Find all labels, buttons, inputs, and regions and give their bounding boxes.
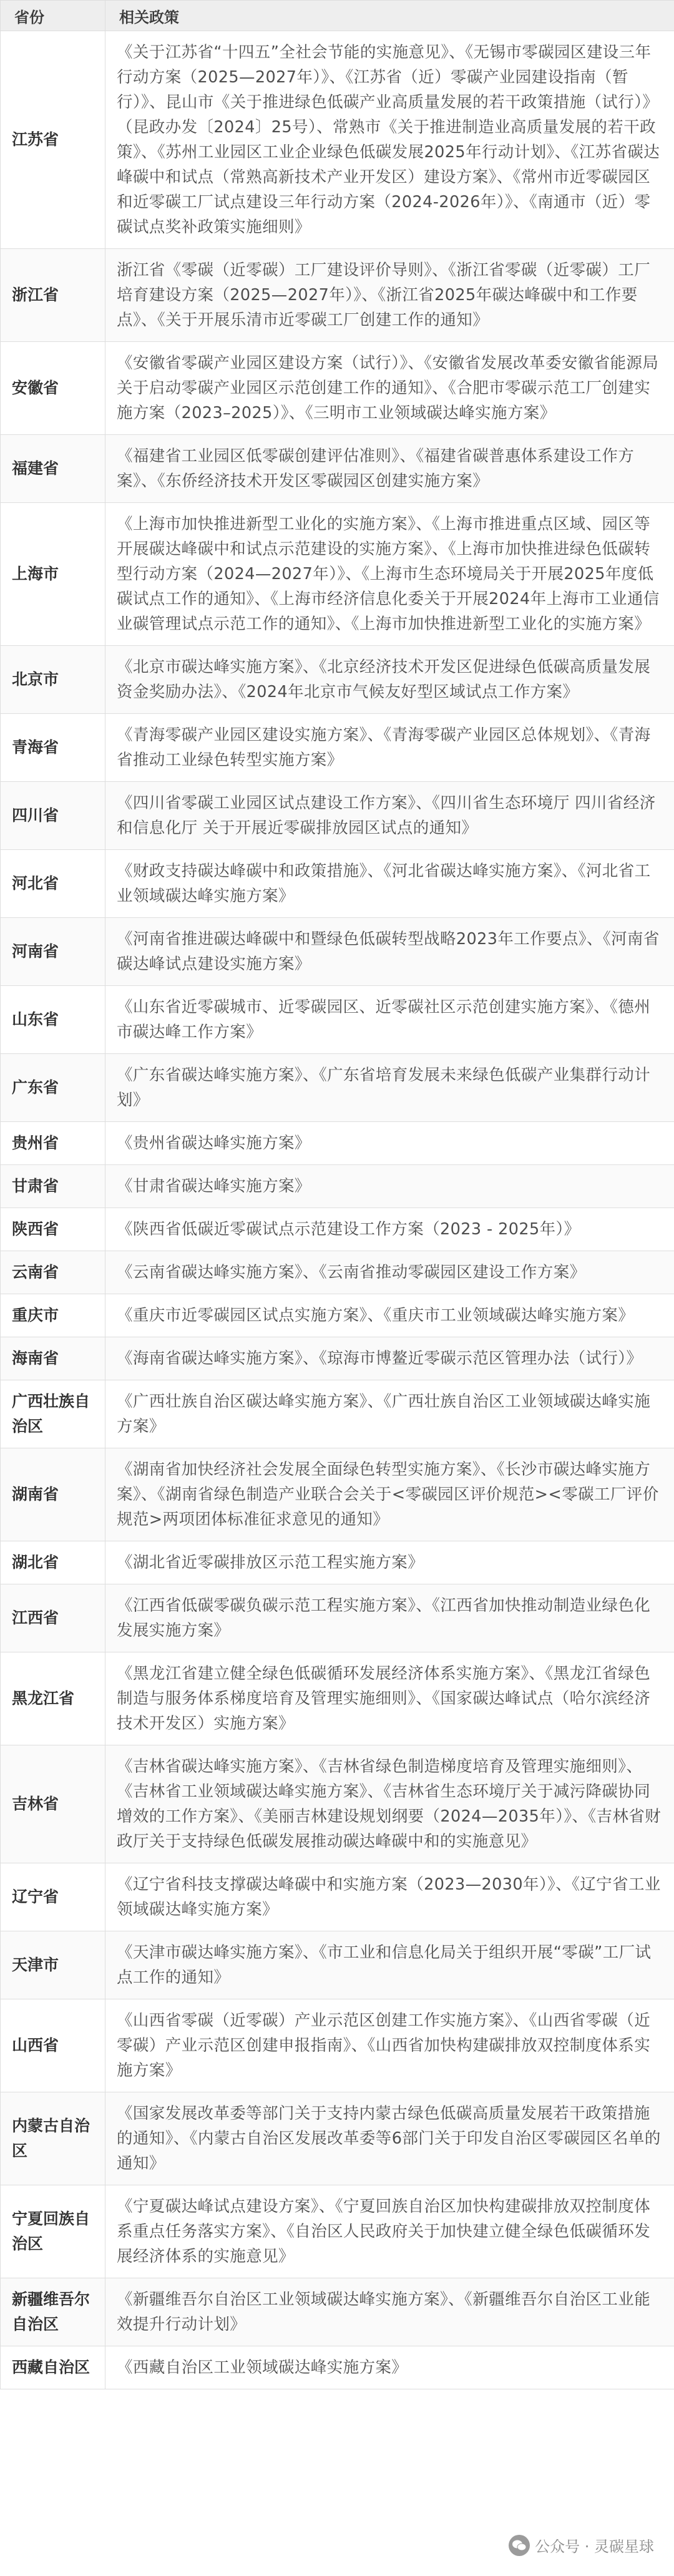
province-cell: 江苏省 bbox=[1, 31, 105, 249]
policies-cell: 《海南省碳达峰实施方案》、《琼海市博鳌近零碳示范区管理办法（试行）》 bbox=[105, 1337, 674, 1380]
table-row bbox=[1, 503, 674, 646]
policies-cell: 《天津市碳达峰实施方案》、《市工业和信息化局关于组织开展“零碳”工厂试点工作的通知》 bbox=[105, 1931, 674, 1999]
table-row bbox=[1, 31, 674, 249]
province-cell: 北京市 bbox=[1, 646, 105, 714]
policies-cell: 《黑龙江省建立健全绿色低碳循环发展经济体系实施方案》、《黑龙江省绿色制造与服务体系梯度培育及管理实施细则》、《国家碳达峰试点（哈尔滨经济技术开发区）实施方案》 bbox=[105, 1652, 674, 1745]
policies-cell: 《湖北省近零碳排放区示范工程实施方案》 bbox=[105, 1541, 674, 1584]
table-row bbox=[1, 1165, 674, 1208]
table-row bbox=[1, 1652, 674, 1745]
province-cell: 四川省 bbox=[1, 782, 105, 850]
table-row bbox=[1, 342, 674, 435]
policies-cell: 《财政支持碳达峰碳中和政策措施》、《河北省碳达峰实施方案》、《河北省工业领域碳达峰实施方案》 bbox=[105, 850, 674, 918]
province-cell: 甘肃省 bbox=[1, 1165, 105, 1208]
province-cell: 福建省 bbox=[1, 435, 105, 503]
table-row bbox=[1, 435, 674, 503]
table-row bbox=[1, 1251, 674, 1294]
table-row bbox=[1, 1380, 674, 1448]
province-cell: 湖南省 bbox=[1, 1448, 105, 1541]
province-cell: 广西壮族自治区 bbox=[1, 1380, 105, 1448]
table-row bbox=[1, 782, 674, 850]
table-row bbox=[1, 1122, 674, 1165]
province-cell: 安徽省 bbox=[1, 342, 105, 435]
policies-cell: 《上海市加快推进新型工业化的实施方案》、《上海市推进重点区域、园区等开展碳达峰碳中和试点示范建设的实施方案》、《上海市加快推进绿色低碳转型行动方案（2024—2027年）》、《上海市生态环境局关于开展2025年度低碳试点工作的通知》、《上海市经济信息化委关于开展2024年上海市工业通信业碳管理试点示范工作的通知》、《上海市加快推进新型工业化的实施方案》 bbox=[105, 503, 674, 646]
province-cell: 云南省 bbox=[1, 1251, 105, 1294]
province-cell: 河北省 bbox=[1, 850, 105, 918]
policies-cell: 《国家发展改革委等部门关于支持内蒙古绿色低碳高质量发展若干政策措施的通知》、《内蒙古自治区发展改革委等6部门关于印发自治区零碳园区名单的通知》 bbox=[105, 2092, 674, 2185]
policies-cell: 《福建省工业园区低零碳创建评估准则》、《福建省碳普惠体系建设工作方案》、《东侨经济技术开发区零碳园区创建实施方案》 bbox=[105, 435, 674, 503]
table-row bbox=[1, 646, 674, 714]
policies-cell: 《云南省碳达峰实施方案》、《云南省推动零碳园区建设工作方案》 bbox=[105, 1251, 674, 1294]
table-row bbox=[1, 1931, 674, 1999]
province-cell: 广东省 bbox=[1, 1054, 105, 1122]
policies-cell: 《广东省碳达峰实施方案》、《广东省培育发展未来绿色低碳产业集群行动计划》 bbox=[105, 1054, 674, 1122]
table-row bbox=[1, 918, 674, 986]
policies-cell: 《陕西省低碳近零碳试点示范建设工作方案（2023 - 2025年）》 bbox=[105, 1208, 674, 1251]
table-row bbox=[1, 986, 674, 1054]
policies-cell: 《重庆市近零碳园区试点实施方案》、《重庆市工业领域碳达峰实施方案》 bbox=[105, 1294, 674, 1337]
policies-cell: 《山西省零碳（近零碳）产业示范区创建工作实施方案》、《山西省零碳（近零碳）产业示范区创建申报指南》、《山西省加快构建碳排放双控制度体系实施方案》 bbox=[105, 1999, 674, 2092]
table-row bbox=[1, 1745, 674, 1863]
policies-cell: 《西藏自治区工业领域碳达峰实施方案》 bbox=[105, 2346, 674, 2389]
province-cell: 西藏自治区 bbox=[1, 2346, 105, 2389]
header-province: 省份 bbox=[1, 1, 105, 31]
province-cell: 海南省 bbox=[1, 1337, 105, 1380]
table-row bbox=[1, 1208, 674, 1251]
province-cell: 陕西省 bbox=[1, 1208, 105, 1251]
table-row bbox=[1, 1541, 674, 1584]
policies-cell: 《甘肃省碳达峰实施方案》 bbox=[105, 1165, 674, 1208]
province-cell: 吉林省 bbox=[1, 1745, 105, 1863]
province-cell: 辽宁省 bbox=[1, 1863, 105, 1931]
policies-cell: 《安徽省零碳产业园区建设方案（试行）》、《安徽省发展改革委安徽省能源局关于启动零碳产业园区示范创建工作的通知》、《合肥市零碳示范工厂创建实施方案（2023–2025）》、《三明市工业领域碳达峰实施方案》 bbox=[105, 342, 674, 435]
wechat-icon bbox=[509, 2535, 530, 2556]
policies-cell: 《四川省零碳工业园区试点建设工作方案》、《四川省生态环境厅 四川省经济和信息化厅 关于开展近零碳排放园区试点的通知》 bbox=[105, 782, 674, 850]
policies-cell: 《广西壮族自治区碳达峰实施方案》、《广西壮族自治区工业领域碳达峰实施方案》 bbox=[105, 1380, 674, 1448]
table-row bbox=[1, 2092, 674, 2185]
province-cell: 内蒙古自治区 bbox=[1, 2092, 105, 2185]
watermark bbox=[505, 2533, 658, 2557]
table-row bbox=[1, 1999, 674, 2092]
policies-cell: 《北京市碳达峰实施方案》、《北京经济技术开发区促进绿色低碳高质量发展资金奖励办法》、《2024年北京市气候友好型区域试点工作方案》 bbox=[105, 646, 674, 714]
table-header-row bbox=[1, 1, 674, 31]
policies-cell: 《关于江苏省“十四五”全社会节能的实施意见》、《无锡市零碳园区建设三年行动方案（2025—2027年）》、《江苏省（近）零碳产业园建设指南（暂行）》、昆山市《关于推进绿色低碳产业高质量发展的若干政策措施（试行）》（昆政办发〔2024〕25号）、常熟市《关于推进制造业高质量发展的若干政策》、《苏州工业园区工业企业绿色低碳发展2025年行动计划》、《江苏省碳达峰碳中和试点（常熟高新技术产业开发区）建设方案》、《常州市近零碳园区和近零碳工厂试点建设三年行动方案（2024-2026年）》、《南通市（近）零碳试点奖补政策实施细则》 bbox=[105, 31, 674, 249]
table-row bbox=[1, 1448, 674, 1541]
province-cell: 山东省 bbox=[1, 986, 105, 1054]
province-cell: 重庆市 bbox=[1, 1294, 105, 1337]
province-cell: 新疆维吾尔自治区 bbox=[1, 2278, 105, 2346]
table-row bbox=[1, 249, 674, 342]
table-row bbox=[1, 850, 674, 918]
policies-cell: 《青海零碳产业园区建设实施方案》、《青海零碳产业园区总体规划》、《青海省推动工业绿色转型实施方案》 bbox=[105, 714, 674, 782]
province-cell: 山西省 bbox=[1, 1999, 105, 2092]
province-cell: 湖北省 bbox=[1, 1541, 105, 1584]
province-cell: 宁夏回族自治区 bbox=[1, 2185, 105, 2278]
policies-cell: 《江西省低碳零碳负碳示范工程实施方案》、《江西省加快推动制造业绿色化发展实施方案》 bbox=[105, 1584, 674, 1652]
table-row bbox=[1, 1054, 674, 1122]
province-cell: 上海市 bbox=[1, 503, 105, 646]
table-row bbox=[1, 2278, 674, 2346]
table-row bbox=[1, 1863, 674, 1931]
watermark-text: 公众号 · 灵碳星球 bbox=[535, 2538, 654, 2555]
province-cell: 江西省 bbox=[1, 1584, 105, 1652]
policies-cell: 《辽宁省科技支撑碳达峰碳中和实施方案（2023—2030年）》、《辽宁省工业领域碳达峰实施方案》 bbox=[105, 1863, 674, 1931]
policies-cell: 浙江省《零碳（近零碳）工厂建设评价导则》、《浙江省零碳（近零碳）工厂培育建设方案（2025—2027年）》、《浙江省2025年碳达峰碳中和工作要点》、《关于开展乐清市近零碳工厂创建工作的通知》 bbox=[105, 249, 674, 342]
table-row bbox=[1, 1337, 674, 1380]
policies-cell: 《贵州省碳达峰实施方案》 bbox=[105, 1122, 674, 1165]
policies-cell: 《河南省推进碳达峰碳中和暨绿色低碳转型战略2023年工作要点》、《河南省碳达峰试点建设实施方案》 bbox=[105, 918, 674, 986]
table-row bbox=[1, 1294, 674, 1337]
policies-cell: 《山东省近零碳城市、近零碳园区、近零碳社区示范创建实施方案》、《德州市碳达峰工作方案》 bbox=[105, 986, 674, 1054]
table-row bbox=[1, 2185, 674, 2278]
province-cell: 天津市 bbox=[1, 1931, 105, 1999]
table-row bbox=[1, 2346, 674, 2389]
policies-cell: 《吉林省碳达峰实施方案》、《吉林省绿色制造梯度培育及管理实施细则》、《吉林省工业领域碳达峰实施方案》、《吉林省生态环境厅关于减污降碳协同增效的工作方案》、《美丽吉林建设规划纲要（2024—2035年）》、《吉林省财政厅关于支持绿色低碳发展推动碳达峰碳中和的实施意见》 bbox=[105, 1745, 674, 1863]
province-cell: 青海省 bbox=[1, 714, 105, 782]
province-cell: 贵州省 bbox=[1, 1122, 105, 1165]
policies-cell: 《湖南省加快经济社会发展全面绿色转型实施方案》、《长沙市碳达峰实施方案》、《湖南省绿色制造产业联合会关于<零碳园区评价规范><零碳工厂评价规范>两项团体标准征求意见的通知》 bbox=[105, 1448, 674, 1541]
table-row bbox=[1, 714, 674, 782]
policies-cell: 《新疆维吾尔自治区工业领域碳达峰实施方案》、《新疆维吾尔自治区工业能效提升行动计划》 bbox=[105, 2278, 674, 2346]
table-body bbox=[1, 31, 674, 2389]
header-policies: 相关政策 bbox=[105, 1, 674, 31]
province-cell: 浙江省 bbox=[1, 249, 105, 342]
province-cell: 黑龙江省 bbox=[1, 1652, 105, 1745]
policies-cell: 《宁夏碳达峰试点建设方案》、《宁夏回族自治区加快构建碳排放双控制度体系重点任务落实方案》、《自治区人民政府关于加快建立健全绿色低碳循环发展经济体系的实施意见》 bbox=[105, 2185, 674, 2278]
table-row bbox=[1, 1584, 674, 1652]
province-cell: 河南省 bbox=[1, 918, 105, 986]
